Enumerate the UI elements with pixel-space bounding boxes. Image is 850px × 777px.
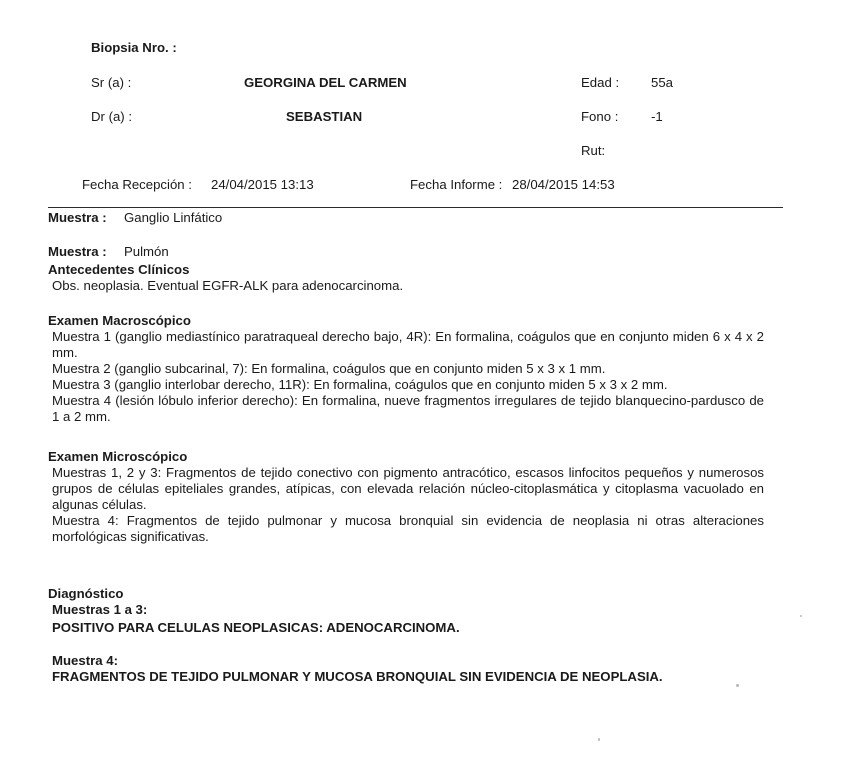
- muestra-2-valor: Pulmón: [124, 244, 169, 259]
- scan-speck: [598, 738, 600, 741]
- fecha-recepcion-valor: 24/04/2015 13:13: [211, 177, 314, 192]
- diagnostico-grupo1-texto: POSITIVO PARA CELULAS NEOPLASICAS: ADENOCARCINOMA.: [52, 620, 460, 635]
- macroscopico-item: Muestra 4 (lesión lóbulo inferior derecho): En formalina, nueve fragmentos irregulares de tejido blanquecino-pardusco de 1 a 2 mm.: [52, 393, 764, 424]
- biopsia-label: Biopsia Nro. :: [91, 40, 177, 55]
- muestra-1-valor: Ganglio Linfático: [124, 210, 223, 225]
- diagnostico-title: Diagnóstico: [48, 586, 124, 601]
- muestra-1-label: Muestra :: [48, 210, 107, 225]
- macroscopico-item: Muestra 1 (ganglio mediastínico paratraqueal derecho bajo, 4R): En formalina, coágulos que en conjunto miden 6 x 4 x 2 mm.: [52, 329, 764, 360]
- edad-valor: 55a: [651, 75, 674, 90]
- rut-label: Rut:: [581, 143, 606, 158]
- macroscopico-item: Muestra 2 (ganglio subcarinal, 7): En formalina, coágulos que en conjunto miden 5 x 3 x 1 mm.: [52, 361, 606, 376]
- fecha-informe-label: Fecha Informe :: [410, 177, 503, 192]
- macroscopico-body: [52, 329, 764, 425]
- scan-speck: [736, 684, 739, 687]
- diagnostico-grupo2-texto: FRAGMENTOS DE TEJIDO PULMONAR Y MUCOSA BRONQUIAL SIN EVIDENCIA DE NEOPLASIA.: [52, 669, 663, 684]
- doctor-label: Dr (a) :: [91, 109, 133, 124]
- macroscopico-title: Examen Macroscópico: [48, 313, 191, 328]
- macroscopico-item: Muestra 3 (ganglio interlobar derecho, 11R): En formalina, coágulos que en conjunto miden 5 x 3 x 2 mm.: [52, 377, 668, 392]
- microscopico-body: [52, 465, 764, 545]
- scan-speck: [800, 615, 802, 617]
- fecha-informe-valor: 28/04/2015 14:53: [512, 177, 615, 192]
- diagnostico-grupo1-label: Muestras 1 a 3:: [52, 602, 148, 617]
- diagnostico-grupo2-label: Muestra 4:: [52, 653, 118, 668]
- antecedentes-text: Obs. neoplasia. Eventual EGFR-ALK para adenocarcinoma.: [52, 278, 404, 293]
- fono-label: Fono :: [581, 109, 619, 124]
- paciente-label: Sr (a) :: [91, 75, 132, 90]
- antecedentes-title: Antecedentes Clínicos: [48, 262, 190, 277]
- microscopico-item: Muestra 4: Fragmentos de tejido pulmonar y mucosa bronquial sin evidencia de neoplasia ni otras alteraciones morfológicas significativas.: [52, 513, 764, 544]
- edad-label: Edad :: [581, 75, 620, 90]
- muestra-2-label: Muestra :: [48, 244, 107, 259]
- microscopico-item: Muestras 1, 2 y 3: Fragmentos de tejido conectivo con pigmento antracótico, escasos linfocitos pequeños y numerosos grupos de células epiteliales grandes, atípicas, con elevada relación núcleo-citoplasmática y citoplasma vacuolado en algunas células.: [52, 465, 764, 512]
- fecha-recepcion-label: Fecha Recepción :: [82, 177, 192, 192]
- paciente-nombre: GEORGINA DEL CARMEN: [244, 75, 407, 90]
- fono-valor: -1: [651, 109, 663, 124]
- header-divider: [48, 207, 783, 208]
- microscopico-title: Examen Microscópico: [48, 449, 188, 464]
- doctor-nombre: SEBASTIAN: [286, 109, 363, 124]
